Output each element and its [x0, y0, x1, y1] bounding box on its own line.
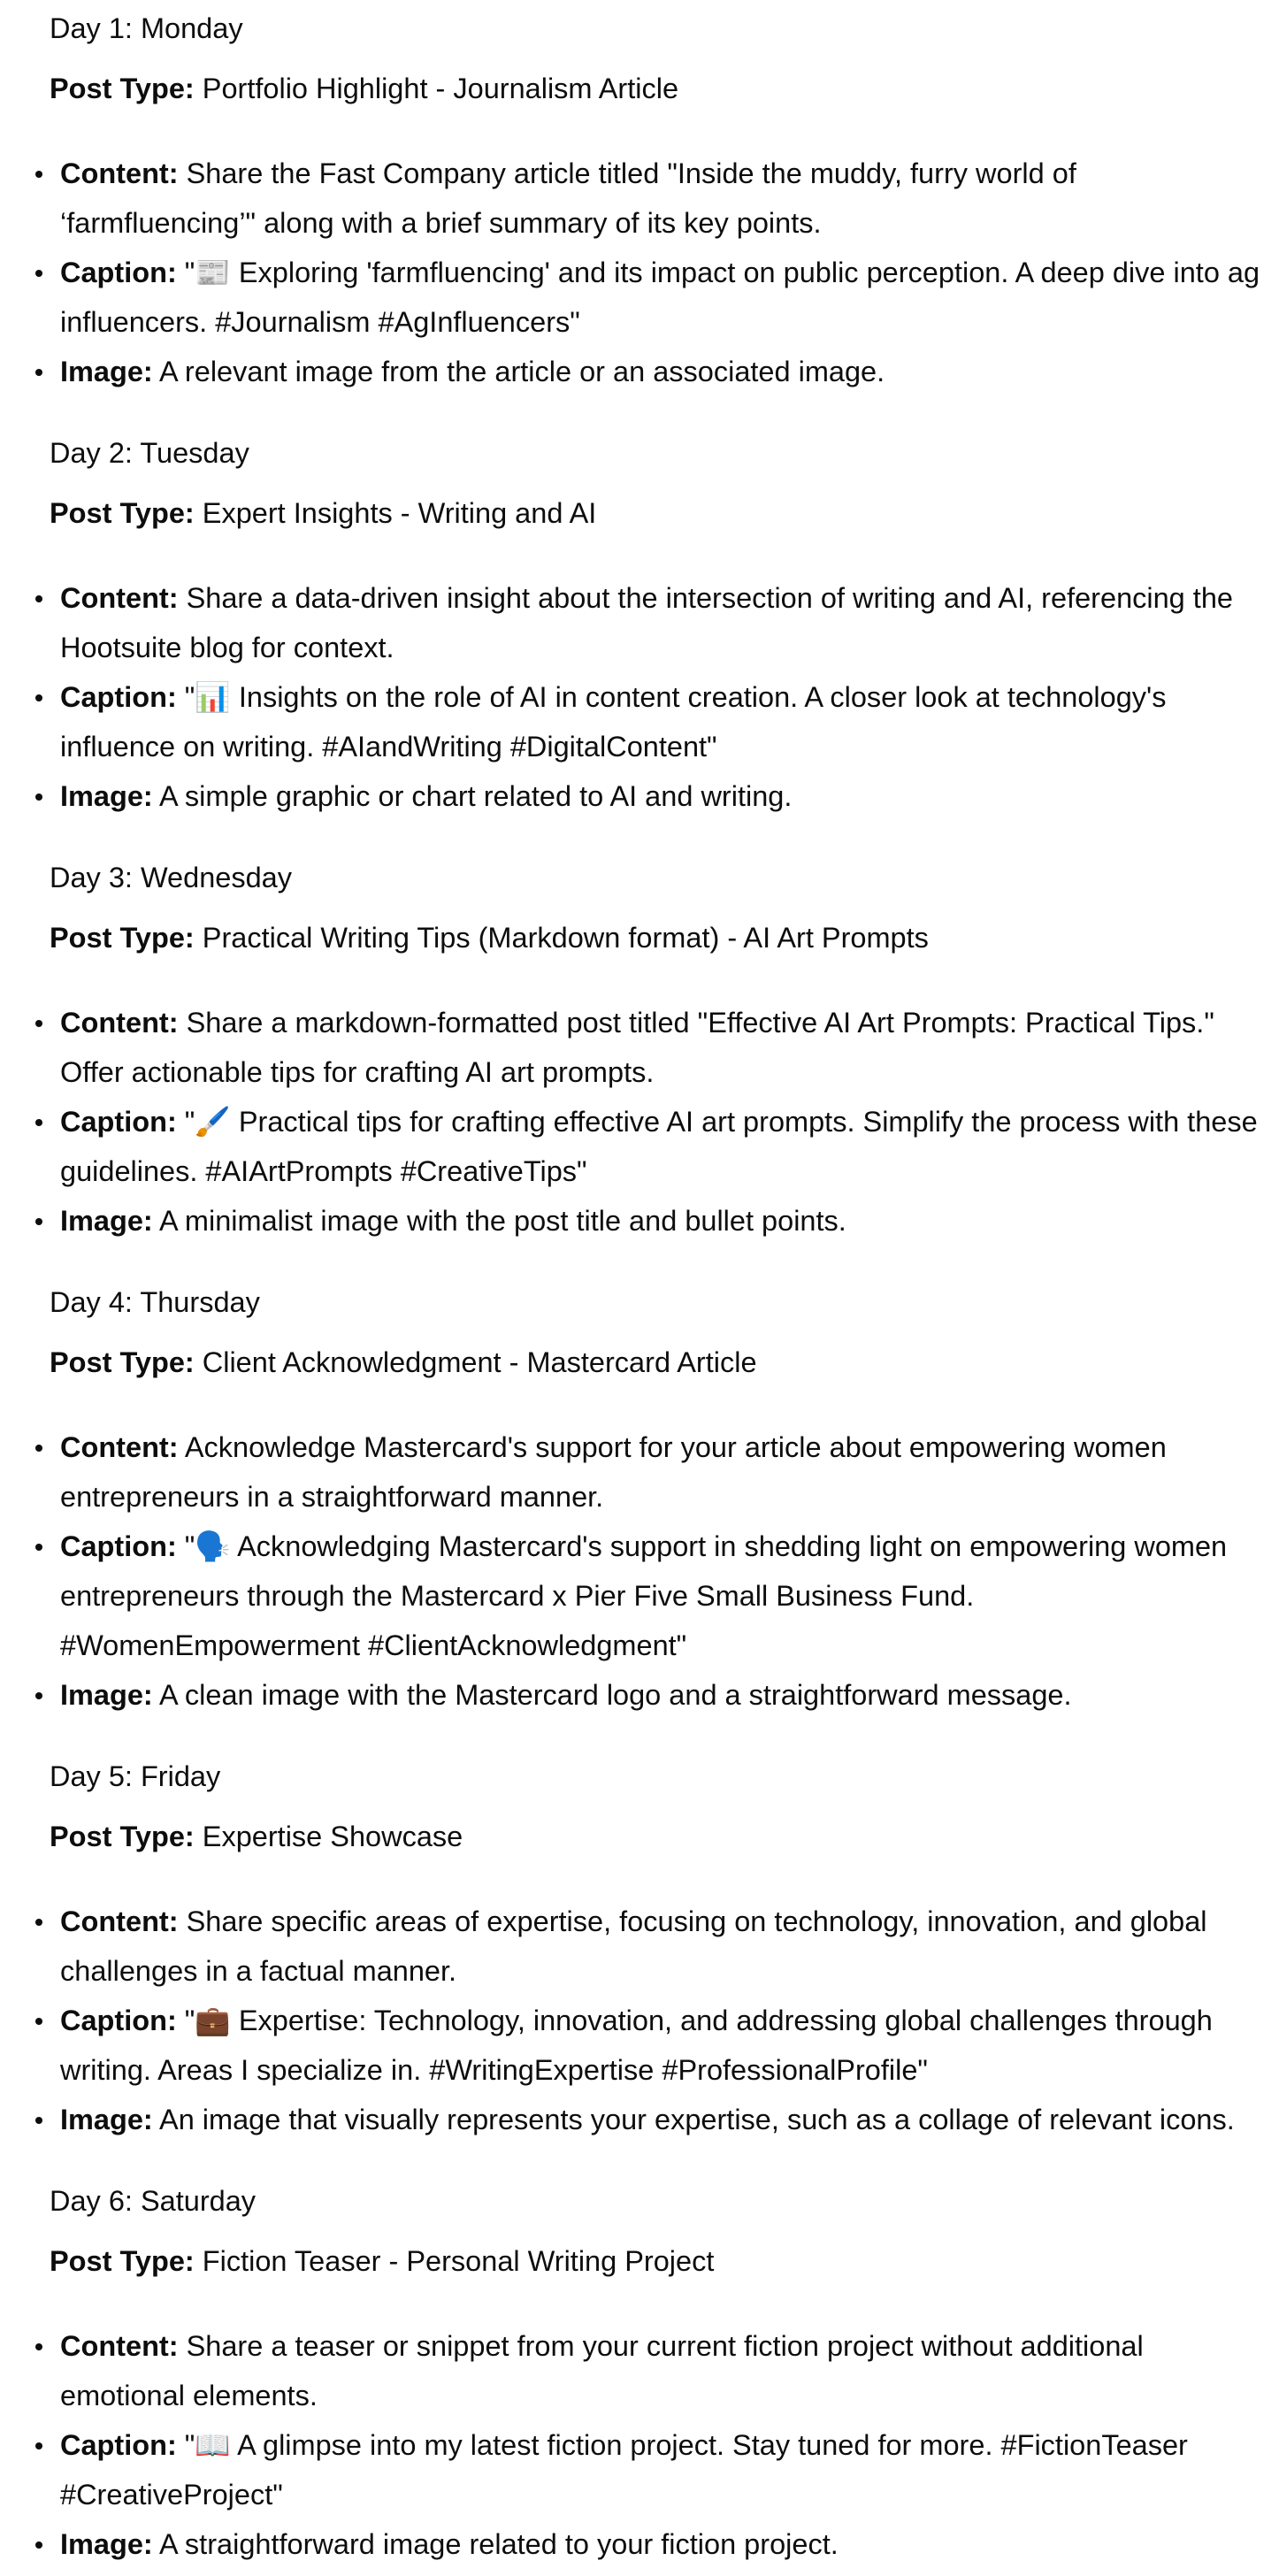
content-label: Content:	[60, 2330, 179, 2362]
image-label: Image:	[60, 2528, 153, 2560]
content-label: Content:	[60, 1905, 179, 1937]
post-type-line	[50, 1338, 757, 1387]
bullet-icon	[35, 369, 42, 376]
content-text: Share a teaser or snippet from your current fiction project without additional emotional elements.	[60, 2330, 1144, 2411]
post-type-value: Portfolio Highlight - Journalism Article	[202, 73, 679, 104]
post-details-list	[0, 573, 1279, 821]
image-text: A clean image with the Mastercard logo and a straightforward message.	[159, 1679, 1072, 1711]
post-details-list	[0, 2321, 1279, 2569]
paintbrush-icon: 🖌️	[195, 1105, 231, 1138]
post-type-label: Post Type:	[50, 2245, 195, 2277]
post-details-list	[0, 149, 1279, 396]
post-type-line	[50, 1812, 463, 1861]
bullet-icon	[35, 171, 42, 178]
caption-label: Caption:	[60, 257, 177, 288]
post-type-value: Practical Writing Tips (Markdown format) - AI Art Prompts	[202, 922, 929, 954]
bullet-icon	[35, 694, 42, 702]
content-text: Share the Fast Company article titled "Inside the muddy, furry world of ‘farmfluencing’" along with a brief summary of its key points.	[60, 157, 1076, 239]
post-type-value: Fiction Teaser - Personal Writing Project	[202, 2245, 715, 2277]
caption-item: Caption: "📰 Exploring 'farmfluencing' and its impact on public perception. A deep dive into ag influencers. #Journalism #AgInfluencers"	[0, 248, 1279, 347]
content-label: Content:	[60, 157, 179, 189]
content-item	[0, 1422, 1279, 1522]
bullet-icon	[35, 2442, 42, 2450]
bullet-icon	[35, 1919, 42, 1926]
caption-text: Exploring 'farmfluencing' and its impact on public perception. A deep dive into ag influencers. #Journalism #AgInfluencers"	[60, 257, 1260, 338]
bullet-icon	[35, 270, 42, 277]
post-type-value: Expert Insights - Writing and AI	[202, 497, 597, 529]
caption-label: Caption:	[60, 1106, 177, 1138]
image-item	[0, 1670, 1279, 1720]
day-heading: Day 6: Saturday	[50, 2185, 257, 2217]
caption-text: Practical tips for crafting effective AI art prompts. Simplify the process with these guidelines. #AIArtPrompts #CreativeTips"	[60, 1106, 1258, 1187]
image-label: Image:	[60, 1679, 153, 1711]
bullet-icon	[35, 1544, 42, 1551]
day-heading: Day 4: Thursday	[50, 1286, 260, 1318]
content-item	[0, 573, 1279, 672]
briefcase-icon: 💼	[195, 2004, 231, 2037]
bullet-icon	[35, 1020, 42, 1027]
post-details-list	[0, 1422, 1279, 1720]
caption-text: A glimpse into my latest fiction project. Stay tuned for more. #FictionTeaser #CreativeProject"	[60, 2429, 1188, 2511]
content-label: Content:	[60, 582, 179, 614]
image-label: Image:	[60, 2104, 153, 2135]
content-item	[0, 998, 1279, 1097]
caption-item: Caption: "📊 Insights on the role of AI in content creation. A closer look at technology's influence on writing. #AIandWriting #DigitalContent"	[0, 672, 1279, 771]
post-type-value: Client Acknowledgment - Mastercard Article	[202, 1346, 757, 1378]
post-type-line	[50, 913, 929, 962]
content-text: Acknowledge Mastercard's support for your article about empowering women entrepreneurs in a straightforward manner.	[60, 1431, 1167, 1513]
image-item	[0, 2095, 1279, 2144]
content-label: Content:	[60, 1431, 179, 1463]
image-item	[0, 2519, 1279, 2569]
caption-item: Caption: "📖 A glimpse into my latest fiction project. Stay tuned for more. #FictionTeaser #CreativeProject"	[0, 2420, 1279, 2519]
bullet-icon	[35, 1218, 42, 1225]
image-text: A minimalist image with the post title and bullet points.	[159, 1205, 846, 1237]
speaking-head-icon: 🗣️	[195, 1530, 231, 1563]
bullet-icon	[35, 2117, 42, 2124]
caption-text: Expertise: Technology, innovation, and addressing global challenges through writing. Areas I specialize in. #WritingExpertise #ProfessionalProfile"	[60, 2005, 1213, 2086]
post-type-label: Post Type:	[50, 497, 195, 529]
day-heading: Day 1: Monday	[50, 12, 243, 44]
image-label: Image:	[60, 356, 153, 387]
open-book-icon: 📖	[195, 2428, 231, 2462]
post-details-list	[0, 1897, 1279, 2144]
image-item	[0, 347, 1279, 396]
bullet-icon	[35, 1119, 42, 1126]
image-text: An image that visually represents your expertise, such as a collage of relevant icons.	[159, 2104, 1235, 2135]
content-text: Share a data-driven insight about the intersection of writing and AI, referencing the Hootsuite blog for context.	[60, 582, 1233, 663]
content-item	[0, 1897, 1279, 1996]
post-type-label: Post Type:	[50, 922, 195, 954]
image-item	[0, 771, 1279, 821]
caption-label: Caption:	[60, 2429, 177, 2461]
bullet-icon	[35, 2018, 42, 2025]
bullet-icon	[35, 2542, 42, 2549]
day-heading: Day 2: Tuesday	[50, 437, 249, 469]
post-type-line	[50, 488, 596, 538]
image-label: Image:	[60, 1205, 153, 1237]
caption-item: Caption: "💼 Expertise: Technology, innovation, and addressing global challenges through writing. Areas I specialize in. #WritingExpertise #ProfessionalProfile"	[0, 1996, 1279, 2095]
post-details-list	[0, 998, 1279, 1246]
post-type-label: Post Type:	[50, 1821, 195, 1852]
caption-label: Caption:	[60, 1530, 177, 1562]
caption-text: Insights on the role of AI in content creation. A closer look at technology's influence on writing. #AIandWriting #DigitalContent"	[60, 681, 1167, 763]
bullet-icon	[35, 2343, 42, 2350]
bar-chart-icon: 📊	[195, 680, 231, 714]
content-item	[0, 149, 1279, 248]
caption-item: Caption: "🖌️ Practical tips for crafting effective AI art prompts. Simplify the process with these guidelines. #AIArtPrompts #CreativeTips"	[0, 1097, 1279, 1196]
caption-label: Caption:	[60, 681, 177, 713]
image-item	[0, 1196, 1279, 1246]
image-text: A relevant image from the article or an associated image.	[159, 356, 885, 387]
image-text: A simple graphic or chart related to AI and writing.	[159, 780, 793, 812]
content-item	[0, 2321, 1279, 2420]
post-type-value: Expertise Showcase	[202, 1821, 463, 1852]
image-text: A straightforward image related to your fiction project.	[159, 2528, 839, 2560]
caption-text: Acknowledging Mastercard's support in shedding light on empowering women entrepreneurs through the Mastercard x Pier Five Small Business Fund. #WomenEmpowerment #ClientAcknowledgment"	[60, 1530, 1228, 1661]
content-text: Share specific areas of expertise, focusing on technology, innovation, and global challenges in a factual manner.	[60, 1905, 1207, 1987]
image-label: Image:	[60, 780, 153, 812]
bullet-icon	[35, 595, 42, 602]
content-label: Content:	[60, 1007, 179, 1039]
day-heading: Day 5: Friday	[50, 1760, 221, 1792]
bullet-icon	[35, 1692, 42, 1699]
content-text: Share a markdown-formatted post titled "Effective AI Art Prompts: Practical Tips." Offer actionable tips for crafting AI art prompts.	[60, 1007, 1214, 1088]
bullet-icon	[35, 794, 42, 801]
post-type-line	[50, 2236, 714, 2286]
caption-item: Caption: "🗣️ Acknowledging Mastercard's support in shedding light on empowering women entrepreneurs through the Mastercard x Pier Five Small Business Fund. #WomenEmpowerment #ClientAcknowledgment"	[0, 1522, 1279, 1670]
newspaper-icon: 📰	[195, 256, 231, 289]
caption-label: Caption:	[60, 2005, 177, 2036]
bullet-icon	[35, 1445, 42, 1452]
post-type-label: Post Type:	[50, 1346, 195, 1378]
day-heading: Day 3: Wednesday	[50, 862, 292, 893]
post-type-line	[50, 64, 678, 113]
post-type-label: Post Type:	[50, 73, 195, 104]
